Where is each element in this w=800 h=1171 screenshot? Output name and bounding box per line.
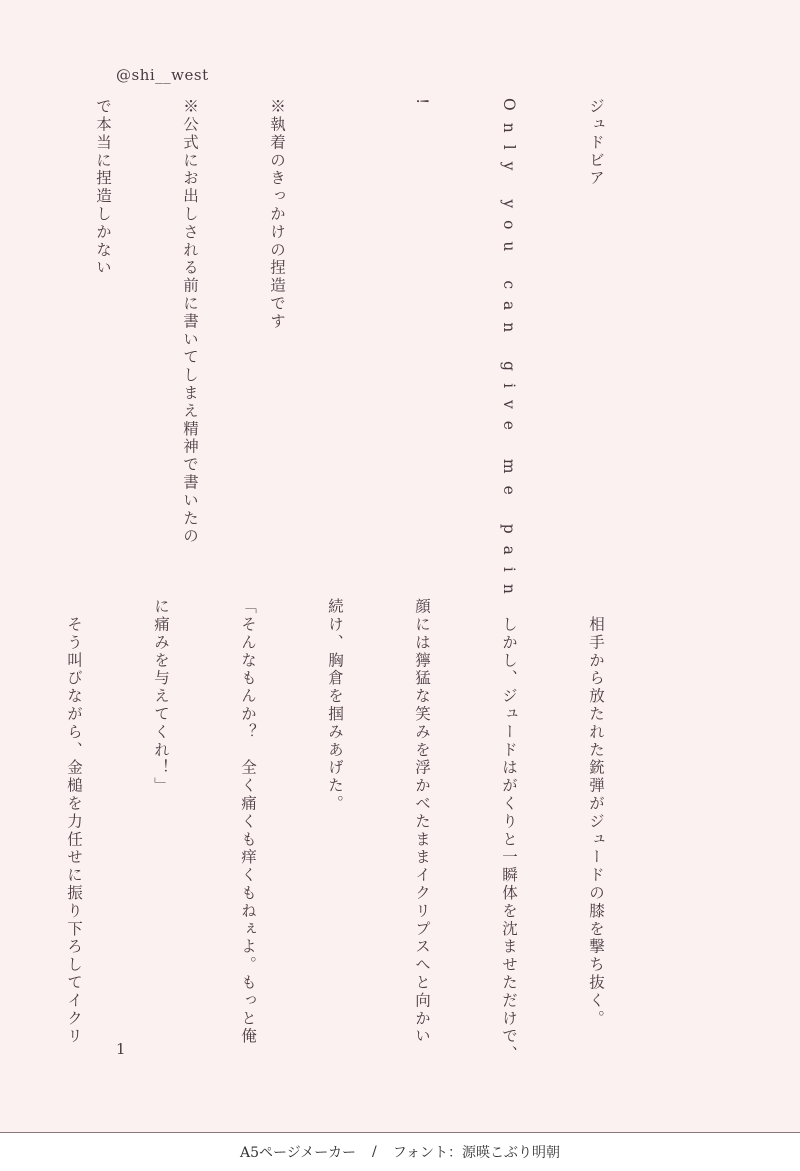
note-line: ※公式にお出しされる前に書いてしまえ精神で書いたの xyxy=(181,98,199,546)
text-block-top xyxy=(94,98,668,606)
text-line: そう叫びながら、金槌を力任せに振り下ろしてイクリ xyxy=(65,598,83,1046)
story-title-label: ジュドビア xyxy=(587,98,605,188)
text-line: 「そんなもんか？ 全く痛くも痒くもねぇよ。もっと俺 xyxy=(239,598,257,1046)
text-line: 相手から放たれた銃弾がジュードの膝を撃ち抜く。 xyxy=(587,598,605,1028)
text-line: に痛みを与えてくれ！」 xyxy=(152,598,170,795)
text-line: しかし、ジュードはがくりと一瞬体を沈ませただけで、 xyxy=(500,598,518,1064)
text-line xyxy=(0,598,1,1038)
text-block-bottom xyxy=(65,598,668,1064)
page-number: 1 xyxy=(116,1040,126,1058)
footer-font-credit: フォント：源暎こぶり明朝 xyxy=(392,1145,561,1161)
footer-separator: / xyxy=(372,1144,377,1160)
footer-maker: A5ページメーカー xyxy=(239,1145,356,1161)
story-title: Only you can give me pain xyxy=(500,98,518,606)
author-handle: @shi__west xyxy=(116,66,209,84)
footer-credit xyxy=(0,1133,800,1171)
text-line: 続け、胸倉を掴みあげた。 xyxy=(326,598,344,813)
note-line: ※執着のきっかけの捏造です xyxy=(268,98,286,331)
text-line: 顔には獰猛な笑みを浮かべたままイクリプスへと向かい xyxy=(413,598,431,1046)
note-line: で本当に捏造しかない xyxy=(94,98,112,277)
story-title-end: ! xyxy=(413,98,431,107)
